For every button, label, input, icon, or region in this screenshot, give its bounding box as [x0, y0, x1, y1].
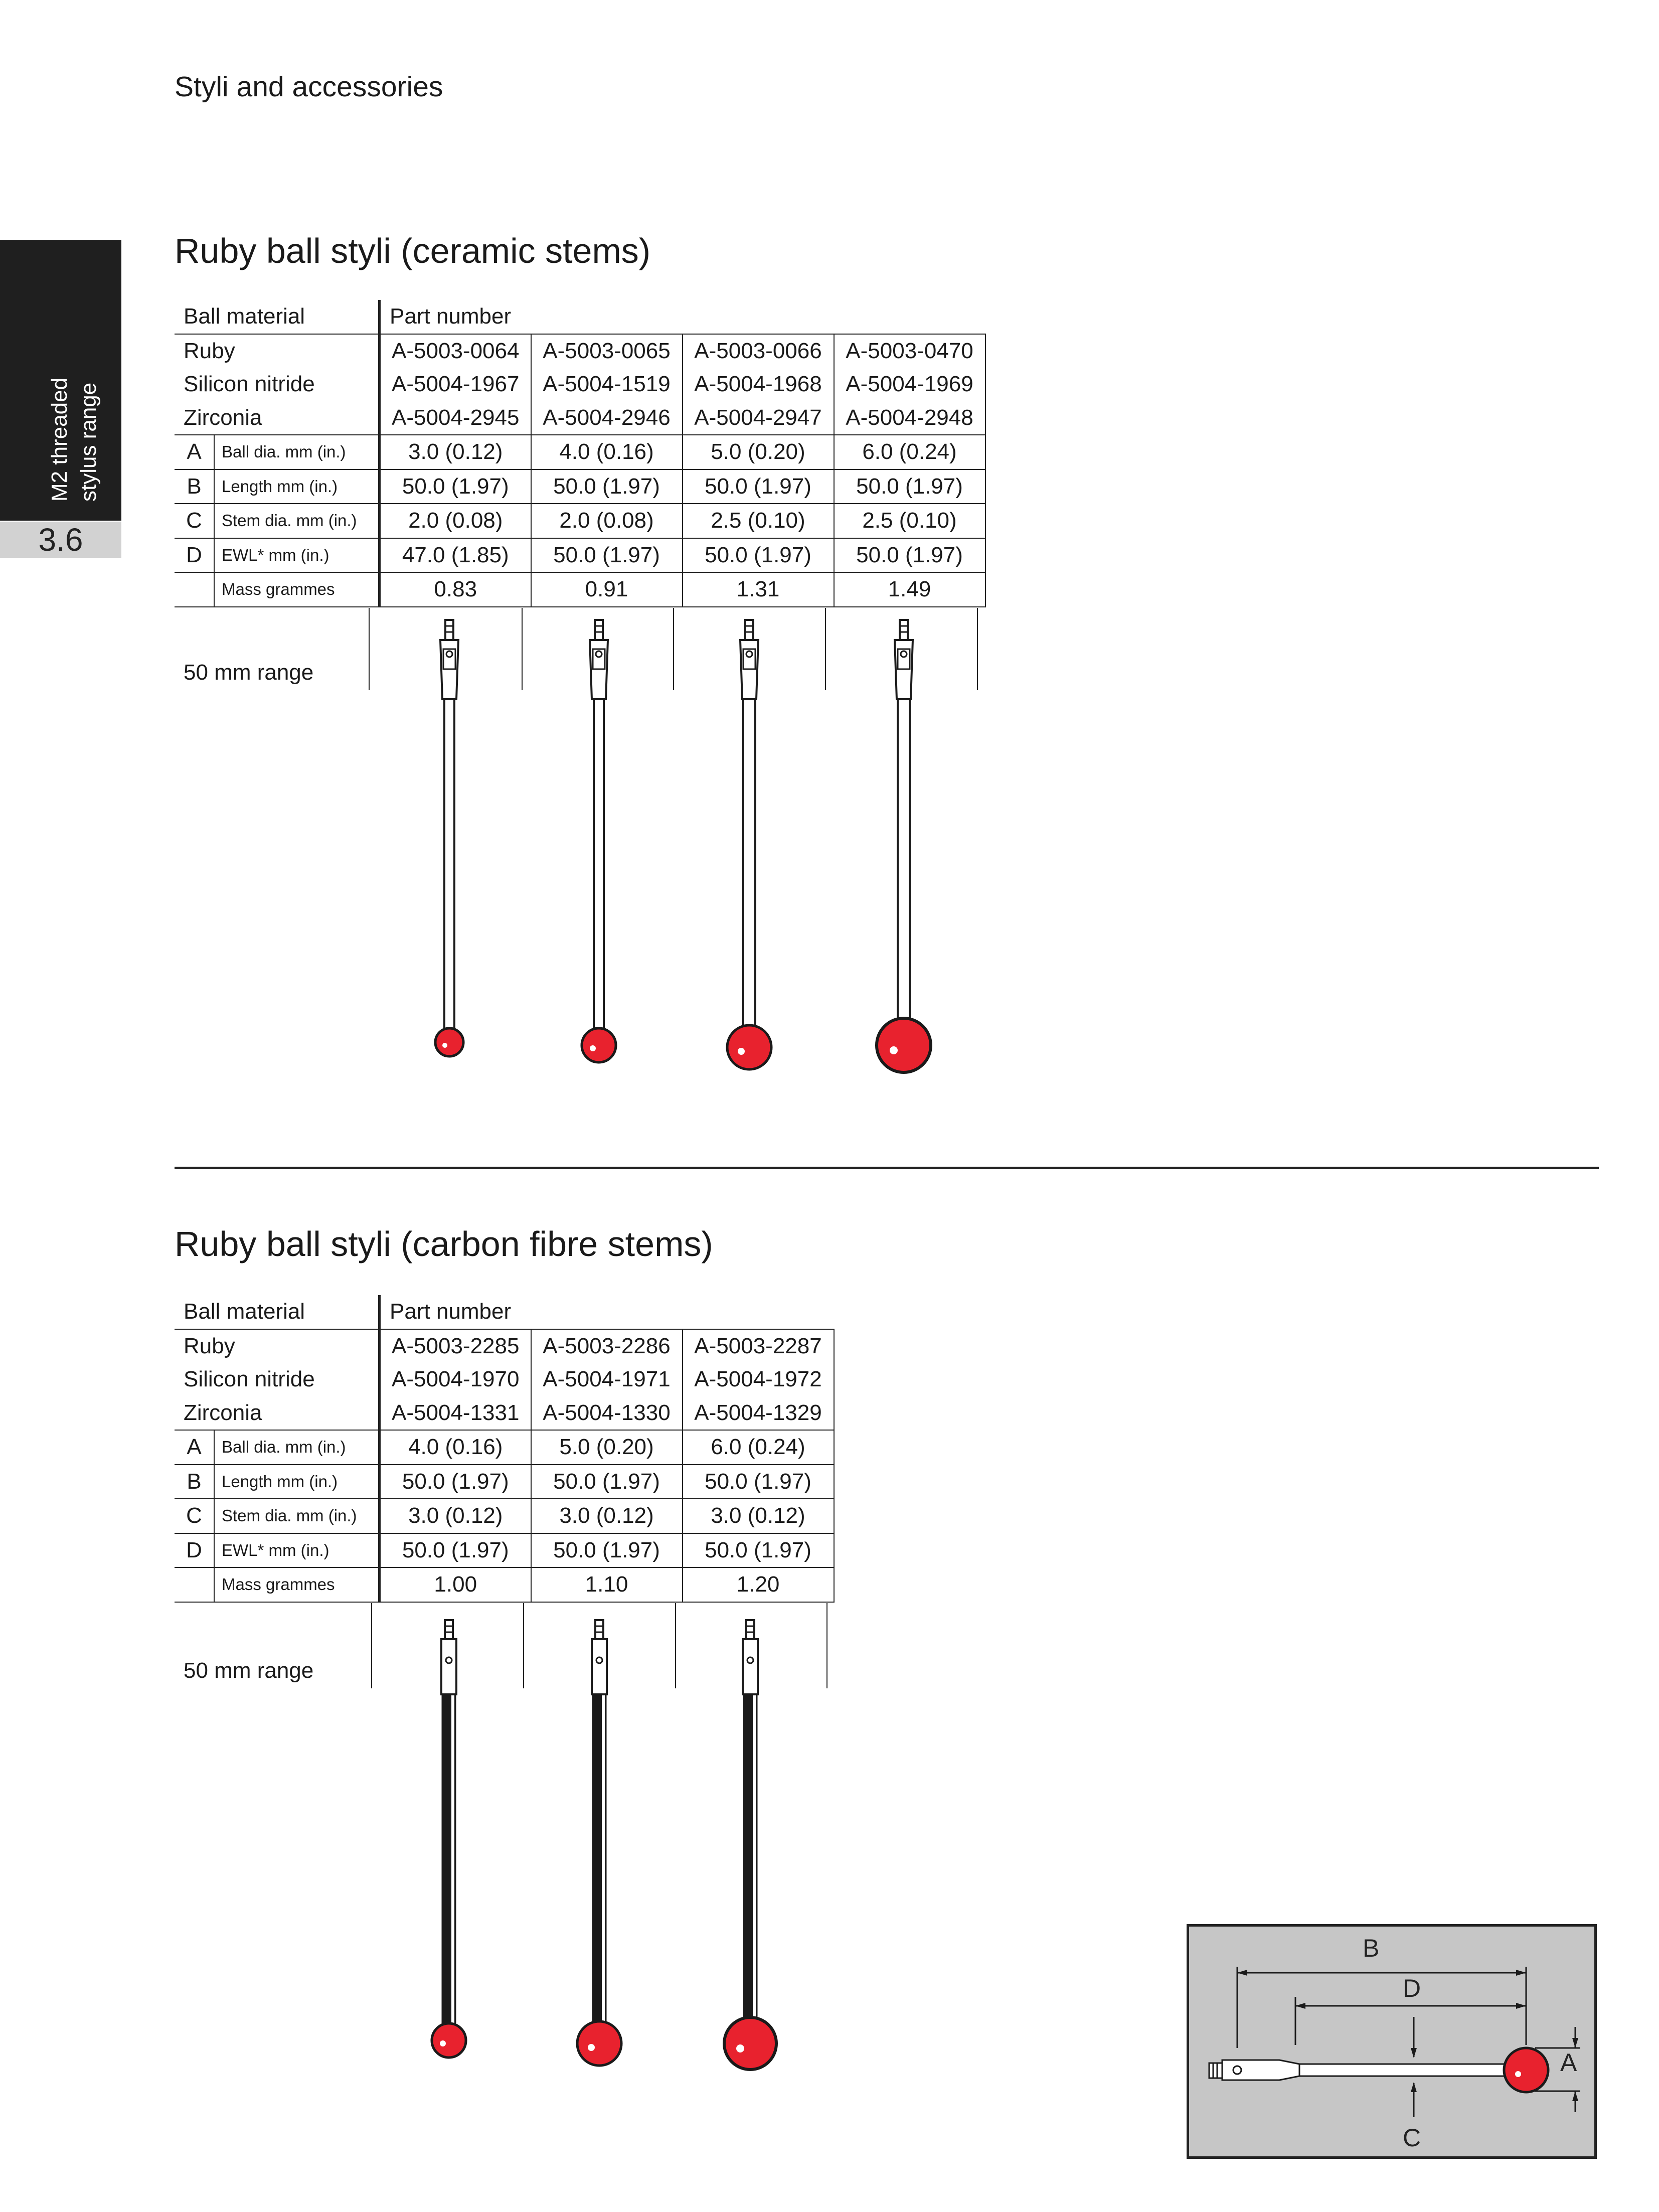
param-value: 50.0 (1.97) [683, 1533, 834, 1568]
column-divider [675, 1603, 676, 1688]
column-divider [825, 608, 826, 690]
section-title-carbon: Ruby ball styli (carbon fibre stems) [175, 1224, 713, 1263]
param-value: 50.0 (1.97) [834, 469, 985, 504]
part-number: A-5004-1971 [531, 1363, 683, 1396]
table-row-param [175, 1430, 834, 1465]
part-number: A-5003-0064 [380, 334, 531, 368]
param-label: Mass grammes [214, 1567, 380, 1602]
stylus-illustration-ceramic [869, 620, 939, 1081]
part-number: A-5004-1969 [834, 368, 985, 401]
part-number: A-5004-1970 [380, 1363, 531, 1396]
param-letter: C [175, 504, 214, 538]
param-letter [175, 1567, 214, 1602]
param-letter: D [175, 1533, 214, 1568]
stylus-ceramic-1 [435, 620, 463, 1056]
table-row-param [175, 504, 985, 538]
param-value: 50.0 (1.97) [531, 1465, 683, 1499]
material-name: Ruby [175, 334, 380, 368]
param-value: 2.5 (0.10) [834, 504, 985, 538]
param-value: 50.0 (1.97) [683, 538, 834, 573]
column-divider [369, 608, 370, 690]
table-row-material [175, 1363, 834, 1396]
table-row-material [175, 368, 985, 401]
side-tab-line2: stylus range [76, 382, 101, 502]
table-row-material [175, 1396, 834, 1431]
section-number: 3.6 [0, 522, 121, 558]
part-number: A-5004-2947 [683, 401, 834, 435]
column-divider [371, 1603, 372, 1688]
stylus-carbon-2 [577, 1620, 621, 2066]
part-number: A-5004-2946 [531, 401, 683, 435]
stylus-ceramic-2 [582, 620, 616, 1062]
table-header-row [175, 300, 985, 334]
param-label: Stem dia. mm (in.) [214, 504, 380, 538]
param-value: 1.49 [834, 572, 985, 607]
table-row-param [175, 1465, 834, 1499]
part-number: A-5004-1968 [683, 368, 834, 401]
table-row-param [175, 1567, 834, 1602]
param-label: Mass grammes [214, 572, 380, 607]
param-value: 50.0 (1.97) [380, 1465, 531, 1499]
param-label: Length mm (in.) [214, 469, 380, 504]
part-number: A-5004-1519 [531, 368, 683, 401]
part-number: A-5003-2285 [380, 1329, 531, 1363]
param-letter: B [175, 469, 214, 504]
param-value: 5.0 (0.20) [531, 1430, 683, 1465]
part-number: A-5004-2948 [834, 401, 985, 435]
material-name: Silicon nitride [175, 368, 380, 401]
table-row-param [175, 435, 985, 469]
dimension-label-c: C [1403, 2124, 1421, 2152]
table-row-param [175, 469, 985, 504]
column-divider [522, 608, 523, 690]
param-label: Ball dia. mm (in.) [214, 1430, 380, 1465]
part-number: A-5003-0470 [834, 334, 985, 368]
dimension-diagram [1187, 1924, 1597, 2159]
param-letter: A [175, 1430, 214, 1465]
section-divider [175, 1167, 1599, 1169]
material-name: Silicon nitride [175, 1363, 380, 1396]
stylus-illustration-ceramic [571, 620, 626, 1061]
side-tab-label [45, 378, 103, 502]
param-value: 50.0 (1.97) [683, 469, 834, 504]
table-row-material [175, 401, 985, 435]
col-header-part-number: Part number [390, 304, 512, 329]
dimension-label-a: A [1560, 2048, 1577, 2077]
param-value: 47.0 (1.85) [380, 538, 531, 573]
param-letter: A [175, 435, 214, 469]
param-value: 5.0 (0.20) [683, 435, 834, 469]
stylus-illustration-ceramic [424, 620, 474, 1061]
param-value: 50.0 (1.97) [531, 469, 683, 504]
param-label: EWL* mm (in.) [214, 1533, 380, 1568]
column-divider [977, 608, 978, 690]
range-label-carbon: 50 mm range [184, 1658, 314, 1683]
param-value: 3.0 (0.12) [683, 1499, 834, 1533]
part-number: A-5004-1972 [683, 1363, 834, 1396]
param-value: 3.0 (0.12) [380, 435, 531, 469]
param-value: 2.5 (0.10) [683, 504, 834, 538]
param-value: 1.10 [531, 1567, 683, 1602]
param-value: 50.0 (1.97) [531, 538, 683, 573]
table-row-param [175, 572, 985, 607]
param-letter: C [175, 1499, 214, 1533]
table-row-param [175, 1533, 834, 1568]
param-value: 50.0 (1.97) [683, 1465, 834, 1499]
stylus-dimension-drawing [1189, 1927, 1594, 2156]
material-name: Ruby [175, 1329, 380, 1363]
param-value: 2.0 (0.08) [531, 504, 683, 538]
dimension-label-d: D [1403, 1974, 1421, 2002]
spec-table-ceramic [175, 300, 986, 608]
material-name: Zirconia [175, 1396, 380, 1431]
param-label: EWL* mm (in.) [214, 538, 380, 573]
stylus-illustration-carbon [568, 1620, 630, 2072]
param-value: 2.0 (0.08) [380, 504, 531, 538]
part-number: A-5003-0066 [683, 334, 834, 368]
range-label-ceramic: 50 mm range [184, 660, 314, 685]
stylus-ceramic-4 [877, 620, 931, 1072]
stylus-ceramic-3 [727, 620, 771, 1069]
param-label: Stem dia. mm (in.) [214, 1499, 380, 1533]
dimension-label-b: B [1363, 1934, 1380, 1962]
param-letter [175, 572, 214, 607]
part-number: A-5004-1330 [531, 1396, 683, 1431]
table-row-param [175, 538, 985, 573]
column-divider [826, 1603, 827, 1688]
table-bottom-rule [175, 607, 985, 608]
stylus-illustration-carbon [715, 1620, 785, 2082]
section-title-ceramic: Ruby ball styli (ceramic stems) [175, 231, 651, 270]
part-number: A-5004-1331 [380, 1396, 531, 1431]
table-row-material [175, 1329, 834, 1363]
param-value: 50.0 (1.97) [834, 538, 985, 573]
page-header-title: Styli and accessories [175, 71, 443, 103]
column-divider [523, 1603, 524, 1688]
param-value: 3.0 (0.12) [531, 1499, 683, 1533]
param-value: 6.0 (0.24) [834, 435, 985, 469]
param-value: 1.31 [683, 572, 834, 607]
stylus-illustration-ceramic [718, 620, 780, 1071]
param-letter: B [175, 1465, 214, 1499]
param-value: 1.00 [380, 1567, 531, 1602]
table-bottom-rule [175, 1602, 834, 1604]
part-number: A-5003-0065 [531, 334, 683, 368]
spec-table-carbon [175, 1295, 835, 1604]
table-header-row [175, 1295, 834, 1329]
stylus-illustration-carbon [421, 1620, 476, 2072]
col-header-material: Ball material [175, 1295, 380, 1329]
param-value: 0.83 [380, 572, 531, 607]
param-value: 3.0 (0.12) [380, 1499, 531, 1533]
param-value: 1.20 [683, 1567, 834, 1602]
col-header-part-number: Part number [390, 1299, 512, 1324]
param-value: 6.0 (0.24) [683, 1430, 834, 1465]
param-label: Length mm (in.) [214, 1465, 380, 1499]
col-header-material: Ball material [175, 300, 380, 334]
side-tab-line1: M2 threaded [47, 377, 72, 502]
material-name: Zirconia [175, 401, 380, 435]
table-row-param [175, 1499, 834, 1533]
stylus-carbon-1 [432, 1620, 466, 2058]
column-divider [673, 608, 674, 690]
table-row-material [175, 334, 985, 368]
part-number: A-5004-1329 [683, 1396, 834, 1431]
stylus-carbon-3 [724, 1620, 776, 2070]
param-value: 4.0 (0.16) [380, 1430, 531, 1465]
param-letter: D [175, 538, 214, 573]
param-label: Ball dia. mm (in.) [214, 435, 380, 469]
param-value: 50.0 (1.97) [380, 469, 531, 504]
part-number: A-5004-1967 [380, 368, 531, 401]
param-value: 4.0 (0.16) [531, 435, 683, 469]
param-value: 50.0 (1.97) [380, 1533, 531, 1568]
part-number: A-5003-2287 [683, 1329, 834, 1363]
part-number: A-5004-2945 [380, 401, 531, 435]
param-value: 50.0 (1.97) [531, 1533, 683, 1568]
part-number: A-5003-2286 [531, 1329, 683, 1363]
param-value: 0.91 [531, 572, 683, 607]
